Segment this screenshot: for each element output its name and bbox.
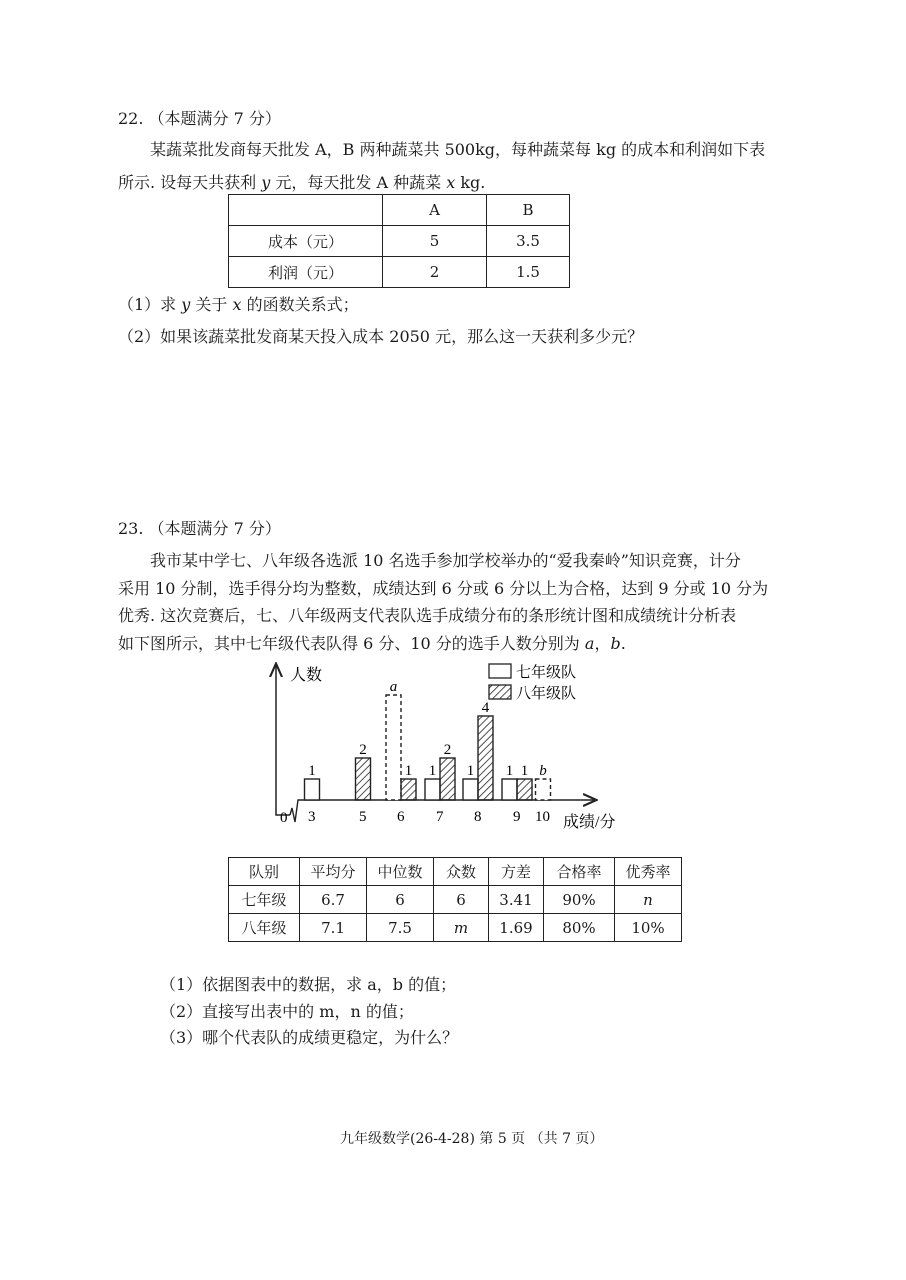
bar-grade7 [425,779,440,800]
x-tick-label: 7 [436,809,444,825]
x-tick-label: 3 [308,809,316,825]
legend-swatch-grade8 [489,685,511,699]
stats-header: 众数 [434,858,489,886]
x-tick-label: 6 [397,809,405,825]
stats-cell: 6 [367,886,434,914]
stats-header: 优秀率 [615,858,682,886]
stats-cell: 80% [544,914,615,942]
q23-title: 23. （本题满分 7 分） [118,519,281,538]
bar-value-label: 1 [505,763,514,779]
stats-header: 平均分 [300,858,367,886]
stats-cell: 3.41 [489,886,544,914]
stats-cell: m [434,914,489,942]
q23-line1: 我市某中学七、八年级各选派 10 名选手参加学校举办的“爱我秦岭”知识竞赛，计分 [150,551,741,570]
score-bar-chart [260,655,640,845]
bar-grade8 [401,779,416,800]
stats-cell: n [615,886,682,914]
q22-table-cell: 2 [383,257,487,288]
stats-cell: 10% [615,914,682,942]
q22-line1: 某蔬菜批发商每天批发 A，B 两种蔬菜共 500kg，每种蔬菜每 kg 的成本和利润如下表 [150,140,766,159]
stats-cell: 八年级 [229,914,300,942]
x-tick-label: 5 [359,809,367,825]
q22-table-cell: 成本（元） [229,226,383,257]
stats-cell: 6.7 [300,886,367,914]
legend-swatch-grade7 [489,664,511,678]
q23-sub1: （1）依据图表中的数据，求 a，b 的值； [160,975,457,994]
stats-cell: 6 [434,886,489,914]
q22-table [228,194,570,288]
stats-header: 队别 [229,858,300,886]
q23-line4: 如下图所示，其中七年级代表队得 6 分、10 分的选手人数分别为 a，b. [118,634,626,653]
bar-value-label: 1 [428,763,437,779]
bar-value-label: 1 [308,763,316,779]
bar-grade7 [536,779,551,800]
bar-grade8 [440,758,455,800]
bar-grade7 [386,695,401,800]
q22-table-header [229,195,383,226]
bar-value-label: 1 [520,763,529,779]
chart-ticks [308,809,550,825]
q22-line2: 所示. 设每天共获利 y 元，每天批发 A 种蔬菜 x kg. [118,173,486,192]
legend-label-grade8: 八年级队 [516,686,577,702]
origin-label: 0 [280,810,288,826]
bar-grade8 [478,716,493,800]
q22-sub2: （2）如果该蔬菜批发商某天投入成本 2050 元，那么这一天获利多少元？ [118,327,644,346]
chart-bars [305,679,551,800]
q22-table-header: A [383,195,487,226]
bar-value-label: 2 [443,742,452,758]
bar-value-label: 4 [481,700,490,716]
y-axis-label: 人数 [290,667,323,684]
x-tick-label: 8 [474,809,482,825]
legend-label-grade7: 七年级队 [516,665,577,681]
axis-break-mark [290,800,300,822]
q23-line2: 采用 10 分制，选手得分均为整数，成绩达到 6 分或 6 分以上为合格，达到 9 分或 10 分为 [118,579,769,598]
bar-value-label: 1 [404,763,413,779]
q23-sub3: （3）哪个代表队的成绩更稳定，为什么？ [160,1028,459,1047]
bar-value-label: 1 [466,763,475,779]
bar-grade7 [305,779,320,800]
bar-grade8 [356,758,371,800]
q22-title: 22. （本题满分 7 分） [118,109,281,128]
q22-table-header: B [487,195,570,226]
stats-cell: 1.69 [489,914,544,942]
bar-grade7 [463,779,478,800]
stats-header: 方差 [489,858,544,886]
bar-grade8 [517,779,532,800]
x-tick-label: 9 [513,809,521,825]
q22-table-cell: 1.5 [487,257,570,288]
q22-sub1: （1）求 y 关于 x 的函数关系式； [118,295,359,314]
bar-value-label: 2 [359,742,367,758]
bar-value-label: a [389,679,398,695]
stats-cell: 7.5 [367,914,434,942]
stats-cell: 90% [544,886,615,914]
x-tick-label: 10 [535,809,550,825]
page-footer: 九年级数学(26-4-28) 第 5 页 （共 7 页） [340,1131,604,1147]
stats-cell: 七年级 [229,886,300,914]
q23-sub2: （2）直接写出表中的 m，n 的值； [160,1002,414,1021]
q22-table-cell: 5 [383,226,487,257]
q22-table-cell: 3.5 [487,226,570,257]
stats-header: 中位数 [367,858,434,886]
stats-header: 合格率 [544,858,615,886]
q23-stats-table [228,857,682,942]
x-axis-label: 成绩/分 [563,814,616,831]
bar-grade7 [502,779,517,800]
q22-table-cell: 利润（元） [229,257,383,288]
bar-value-label: b [539,763,547,779]
stats-cell: 7.1 [300,914,367,942]
q23-line3: 优秀. 这次竞赛后，七、八年级两支代表队选手成绩分布的条形统计图和成绩统计分析表 [118,606,737,625]
